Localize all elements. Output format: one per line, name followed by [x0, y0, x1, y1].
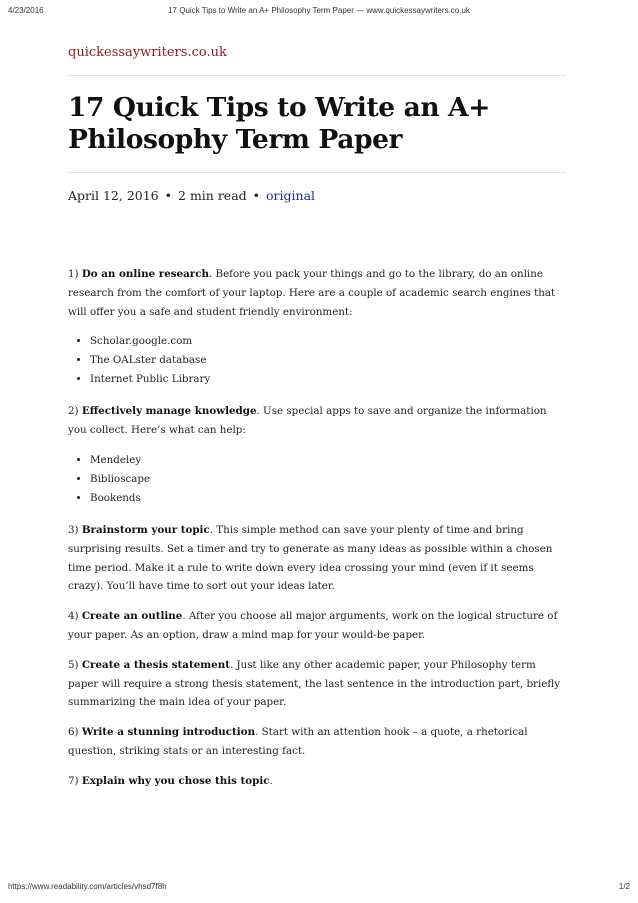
print-footer	[8, 882, 630, 891]
tip-text: . After you choose all major arguments, work on the logical structure of your paper. As an option, draw a mind map for your would-be paper.	[68, 610, 558, 641]
tip-number: 5)	[68, 658, 79, 671]
tip-paragraph	[68, 402, 566, 440]
tip-text: . Use special apps to save and organize the information you collect. Here’s what can help:	[68, 405, 547, 437]
tip-number: 7)	[68, 774, 79, 787]
list-item: • Scholar.google.com	[90, 332, 566, 351]
print-date: 4/23/2016	[8, 6, 44, 15]
list-item: • Bookends	[90, 489, 566, 508]
list-item: • Internet Public Library	[90, 370, 566, 389]
meta-separator: •	[164, 188, 173, 203]
tip-list	[68, 332, 566, 389]
tip-number: 2)	[68, 405, 79, 418]
tip-paragraph	[68, 656, 566, 712]
tip-heading: Write a stunning introduction	[81, 726, 256, 739]
tip-text: .	[269, 774, 273, 787]
tip-number: 4)	[68, 610, 79, 623]
tip-list	[68, 451, 566, 508]
tip-paragraph	[68, 723, 566, 761]
tip-text: . Just like any other academic paper, your Philosophy term paper will require a strong thesis statement, the last sentence in the introduction part, briefly summarizing the main idea of your paper.	[68, 658, 561, 709]
meta-separator: •	[252, 188, 261, 203]
tip-paragraph	[68, 607, 566, 645]
article-meta	[68, 188, 315, 203]
tip-number: 1)	[68, 268, 79, 280]
tip-heading: Explain why you chose this topic	[81, 774, 270, 787]
tip-heading: Do an online research	[81, 268, 209, 280]
tip-paragraph	[68, 772, 566, 791]
list-item: • Biblioscape	[90, 470, 566, 489]
tip-paragraph	[68, 265, 566, 321]
list-item: • Mendeley	[90, 451, 566, 470]
print-url: https://www.readability.com/articles/vhsd7f8h	[8, 882, 167, 891]
tip-text: . Start with an attention hook – a quote, a rhetorical question, striking stats or an interesting fact.	[68, 726, 528, 757]
original-link[interactable]: original	[266, 188, 316, 203]
print-doc-title: 17 Quick Tips to Write an A+ Philosophy Term Paper — www.quickessaywriters.co.uk	[168, 6, 470, 15]
list-item: • The OALster database	[90, 351, 566, 370]
tip-heading: Create a thesis statement	[81, 658, 230, 671]
tip-text: . This simple method can save your plenty of time and bring surprising results. Set a timer and try to generate as many ideas as possible within a chosen time period. Make it a rule to write down every idea crossing your mind (even if it seems crazy). You’ll have time to sort out your ideas later.	[68, 523, 553, 593]
tip-number: 6)	[68, 726, 79, 739]
article-body	[68, 265, 566, 802]
tip-number: 3)	[68, 523, 79, 536]
tip-heading: Create an outline	[81, 610, 183, 623]
tip-heading: Effectively manage knowledge	[81, 405, 257, 418]
read-time: 2 min read	[178, 188, 247, 203]
article-date: April 12, 2016	[68, 188, 159, 203]
title-divider	[68, 172, 566, 173]
tip-text: . Before you pack your things and go to the library, do an online research from the comfort of your laptop. Here are a couple of academic search engines that will offer you a safe and student friendly environment:	[68, 268, 556, 318]
tip-paragraph	[68, 521, 566, 596]
print-header	[8, 6, 630, 15]
tip-heading: Brainstorm your topic	[81, 523, 210, 536]
site-link[interactable]: quickessaywriters.co.uk	[68, 45, 227, 60]
top-divider	[68, 75, 566, 76]
article-title: 17 Quick Tips to Write an A+ Philosophy Term Paper	[68, 92, 491, 155]
page-number: 1/2	[618, 882, 630, 891]
